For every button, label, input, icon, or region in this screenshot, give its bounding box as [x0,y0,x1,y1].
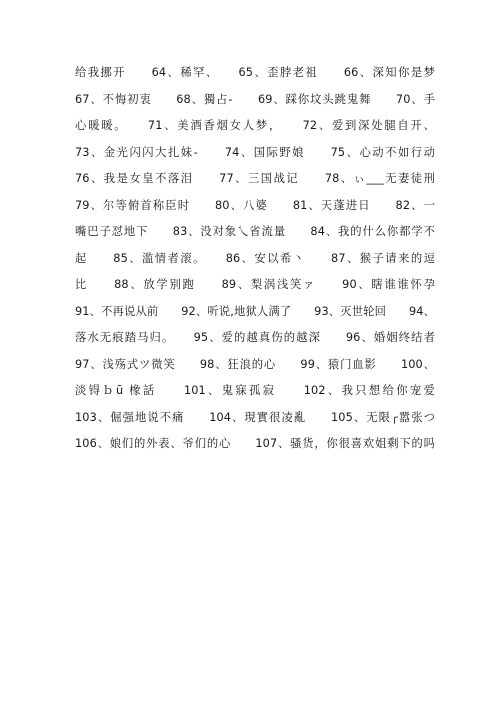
text-line: 76、我是女皇不落泪 77、三国战记 78、ぃ___无妻徒刑 [75,172,435,185]
text-line: 97、浅殇式ツ微笑 98、狂浪的心 99、猿门血影 100、 [75,357,435,371]
text-line: 心暖暖。 71、美酒香烟女人梦， 72、爱到深处腿自开、 [75,119,435,132]
text-line: 给我挪开 64、稀罕、 65、歪脖老祖 66、深知你是梦 [75,66,435,79]
text-line: 91、不再说从前 92、听说,地狱人满了 93、灭世轮回 94、 [75,304,435,318]
text-line: 103、倔强地说不痛 104、現實很凌亂 105、无限╭嚣张つ [75,410,435,424]
text-line: 嘴巴子怼地下 83、没对象乀省流量 84、我的什么你都学不 [75,225,435,238]
text-line: 淡锝ｂū 橡話 101、鬼寐孤寂 102、我只想给你宠爱 [75,384,435,397]
text-line: 79、尔等俯首称臣时 80、八婆 81、天蓬进日 82、一 [75,198,435,212]
text-line: 106、娘们的外表、爷们的心 107、骚货，你很喜欢姐剩下的吗 [75,437,435,450]
name-list-text [75,63,435,461]
text-line: 67、不悔初衷 68、獨占- 69、踩你坟头跳鬼舞 70、手 [75,92,435,106]
text-line: 比 88、放学别跑 89、梨涡浅笑ァ 90、瞎谁谁怀孕 [75,278,435,291]
text-line: 73、金光闪闪大扎妹- 74、国际野娘 75、心动不如行动 [75,145,435,159]
text-line: 起 85、滥情者滚。 86、安以希丶 87、猴子请来的逗 [75,251,435,265]
text-line: 落水无痕踏马归。 95、爱的越真伤的越深 96、婚姻终结者 [75,331,435,344]
